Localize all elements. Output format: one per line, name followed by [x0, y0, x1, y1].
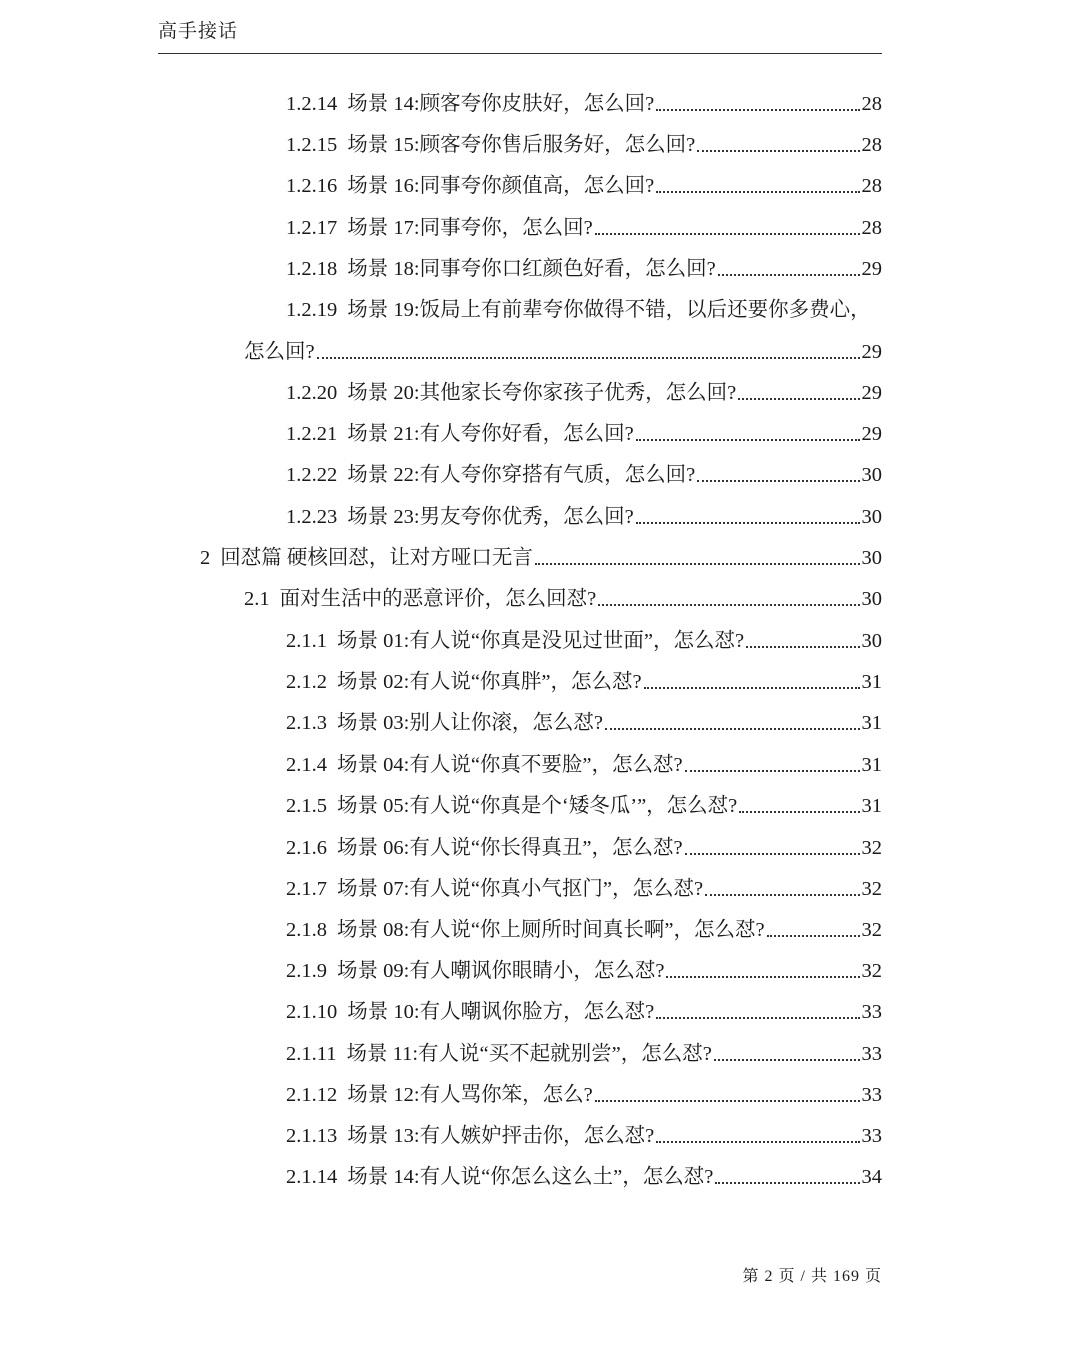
toc-leader: [739, 811, 859, 813]
toc-entry[interactable]: [286, 1121, 882, 1151]
toc-entry-page: 28: [861, 175, 882, 197]
toc-entry-first-line[interactable]: [286, 295, 871, 325]
toc-entry[interactable]: [244, 337, 882, 367]
toc-entry-page: 29: [861, 341, 882, 363]
toc-entry-number: 1.2.22: [286, 464, 338, 486]
toc-entry-title: 场景 14:有人说“你怎么这么土”，怎么怼?: [347, 1166, 714, 1188]
toc-entry-title: 场景 12:有人骂你笨，怎么?: [347, 1084, 593, 1106]
toc-entry-number: 1.2.18: [286, 258, 338, 280]
toc-leader: [644, 687, 860, 689]
toc-entry-title: 场景 23:男友夸你优秀，怎么回?: [347, 506, 634, 528]
toc-entry-title: 场景 02:有人说“你真胖”，怎么怼?: [337, 671, 642, 693]
toc-entry-number: 2.1.6: [286, 837, 327, 859]
toc-entry-number: 2.1.2: [286, 671, 327, 693]
toc-entry-title: 场景 11:有人说“买不起就别尝”，怎么怼?: [346, 1043, 712, 1065]
toc-entry-page: 32: [861, 878, 882, 900]
toc-entry[interactable]: [286, 502, 882, 532]
toc-entry-number: 2.1.7: [286, 878, 327, 900]
toc-entry-number: 2.1.11: [286, 1043, 337, 1065]
toc-entry-title: 场景 09:有人嘲讽你眼睛小，怎么怼?: [337, 960, 665, 982]
toc-leader: [535, 563, 860, 565]
toc-leader: [656, 1017, 859, 1019]
toc-leader: [656, 1141, 859, 1143]
toc-entry[interactable]: [286, 791, 882, 821]
toc-leader: [685, 770, 860, 772]
toc-entry[interactable]: [286, 171, 882, 201]
toc-leader: [666, 976, 859, 978]
toc-entry-page: 29: [861, 423, 882, 445]
toc-entry-page: 30: [861, 464, 882, 486]
toc-leader: [714, 1059, 860, 1061]
toc-entry[interactable]: [286, 956, 882, 986]
toc-leader: [598, 604, 859, 606]
toc-leader: [636, 522, 860, 524]
toc-entry[interactable]: [286, 750, 882, 780]
toc-entry-page: 28: [861, 134, 882, 156]
toc-entry-title: 场景 19:饭局上有前辈夸你做得不错，以后还要你多费心，: [347, 299, 871, 321]
toc-entry[interactable]: [286, 708, 882, 738]
toc-entry-number: 2.1.1: [286, 630, 327, 652]
toc-entry-number: 2.1.9: [286, 960, 327, 982]
toc-entry[interactable]: [286, 213, 882, 243]
toc-entry-title: 场景 08:有人说“你上厕所时间真长啊”，怎么怼?: [337, 919, 765, 941]
toc-entry[interactable]: [286, 1080, 882, 1110]
toc-entry-title: 场景 22:有人夸你穿搭有气质，怎么回?: [347, 464, 696, 486]
toc-entry-page: 34: [861, 1166, 882, 1188]
toc-entry-title: 场景 06:有人说“你长得真丑”，怎么怼?: [337, 837, 683, 859]
toc-entry[interactable]: [286, 915, 882, 945]
toc-entry-page: 33: [861, 1084, 882, 1106]
toc-entry-page: 32: [861, 919, 882, 941]
toc-entry-number: 2.1.8: [286, 919, 327, 941]
toc-entry-number: 1.2.20: [286, 382, 338, 404]
toc-entry-number: 1.2.17: [286, 217, 338, 239]
toc-entry-number: 2.1.3: [286, 712, 327, 734]
toc-leader: [718, 274, 860, 276]
toc-entry-title: 面对生活中的恶意评价，怎么回怼?: [279, 588, 597, 610]
toc-leader: [685, 853, 860, 855]
toc-entry-page: 31: [861, 795, 882, 817]
toc-entry-number: 1.2.15: [286, 134, 338, 156]
toc-entry-page: 30: [861, 588, 882, 610]
toc-leader: [317, 357, 860, 359]
toc-entry-title: 场景 04:有人说“你真不要脸”，怎么怼?: [337, 754, 683, 776]
toc-entry[interactable]: [286, 419, 882, 449]
toc-entry-title: 场景 14:顾客夸你皮肤好，怎么回?: [347, 93, 655, 115]
toc-entry[interactable]: [286, 130, 882, 160]
toc-entry-page: 33: [861, 1043, 882, 1065]
toc-section-entry[interactable]: [244, 584, 882, 614]
toc-entry-page: 31: [861, 671, 882, 693]
toc-leader: [595, 233, 860, 235]
toc-entry-number: 2.1.10: [286, 1001, 338, 1023]
toc-entry[interactable]: [286, 667, 882, 697]
toc-entry-title: 场景 15:顾客夸你售后服务好，怎么回?: [347, 134, 696, 156]
toc-entry-title-continuation: 怎么回?: [244, 341, 315, 363]
toc-entry-number: 2.1.4: [286, 754, 327, 776]
page-indicator: 第 2 页 / 共 169 页: [742, 1268, 882, 1285]
toc-entry-page: 31: [861, 712, 882, 734]
toc-entry-title: 场景 10:有人嘲讽你脸方，怎么怼?: [347, 1001, 655, 1023]
toc-entry-title: 场景 18:同事夸你口红颜色好看，怎么回?: [347, 258, 716, 280]
toc-entry-number: 1.2.14: [286, 93, 338, 115]
toc-entry-number: 2: [200, 547, 211, 569]
toc-entry-number: 1.2.21: [286, 423, 338, 445]
toc-entry-page: 30: [861, 506, 882, 528]
toc-leader: [656, 191, 859, 193]
toc-entry-title: 场景 17:同事夸你，怎么回?: [347, 217, 593, 239]
toc-leader: [697, 150, 859, 152]
toc-entry-number: 1.2.16: [286, 175, 338, 197]
toc-leader: [605, 728, 860, 730]
toc-leader: [636, 439, 860, 441]
toc-entry-title: 场景 03:别人让你滚，怎么怼?: [337, 712, 603, 734]
toc-leader: [697, 480, 859, 482]
toc-entry-title: 场景 16:同事夸你颜值高，怎么回?: [347, 175, 655, 197]
toc-leader: [738, 398, 859, 400]
toc-leader: [705, 894, 859, 896]
toc-entry-title: 场景 20:其他家长夸你家孩子优秀，怎么回?: [347, 382, 737, 404]
toc-entry[interactable]: [286, 460, 882, 490]
toc-entry-page: 31: [861, 754, 882, 776]
header-title: 高手接话: [158, 21, 239, 42]
toc-entry[interactable]: [286, 89, 882, 119]
toc-entry[interactable]: [286, 997, 882, 1027]
toc-entry-title: 场景 05:有人说“你真是个‘矮冬瓜’”，怎么怼?: [337, 795, 738, 817]
toc-entry-title: 场景 01:有人说“你真是没见过世面”，怎么怼?: [337, 630, 745, 652]
toc-entry-page: 29: [861, 382, 882, 404]
toc-entry-number: 2.1.13: [286, 1125, 338, 1147]
toc-entry-page: 32: [861, 960, 882, 982]
toc-entry[interactable]: [286, 1162, 882, 1192]
toc-entry[interactable]: [286, 1039, 882, 1069]
toc-entry-number: 2.1: [244, 588, 270, 610]
toc-entry[interactable]: [286, 833, 882, 863]
toc-entry-page: 32: [861, 837, 882, 859]
toc-entry-title: 回怼篇 硬核回怼，让对方哑口无言: [220, 547, 533, 569]
toc-entry[interactable]: [286, 874, 882, 904]
toc-entry-title: 场景 21:有人夸你好看，怎么回?: [347, 423, 634, 445]
page-footer: [743, 1263, 882, 1286]
toc-leader: [656, 109, 859, 111]
toc-entry-number: 2.1.5: [286, 795, 327, 817]
toc-entry-page: 28: [861, 217, 882, 239]
toc-entry-number: 2.1.14: [286, 1166, 338, 1188]
toc-leader: [595, 1100, 860, 1102]
toc-entry-number: 1.2.19: [286, 299, 338, 321]
toc-entry-page: 30: [861, 630, 882, 652]
toc-entry-title: 场景 13:有人嫉妒抨击你，怎么怼?: [347, 1125, 655, 1147]
toc-entry-page: 29: [861, 258, 882, 280]
toc-entry[interactable]: [286, 378, 882, 408]
toc-entry-page: 33: [861, 1125, 882, 1147]
toc-entry[interactable]: [286, 254, 882, 284]
toc-leader: [746, 646, 859, 648]
toc-entry-number: 1.2.23: [286, 506, 338, 528]
toc-entry-page: 28: [861, 93, 882, 115]
toc-chapter-entry[interactable]: [200, 543, 882, 573]
toc-entry-page: 33: [861, 1001, 882, 1023]
toc-entry-number: 2.1.12: [286, 1084, 338, 1106]
toc-leader: [715, 1182, 859, 1184]
toc-entry-title: 场景 07:有人说“你真小气抠门”，怎么怼?: [337, 878, 704, 900]
toc-entry[interactable]: [286, 626, 882, 656]
toc-leader: [767, 935, 860, 937]
toc-entry-page: 30: [861, 547, 882, 569]
